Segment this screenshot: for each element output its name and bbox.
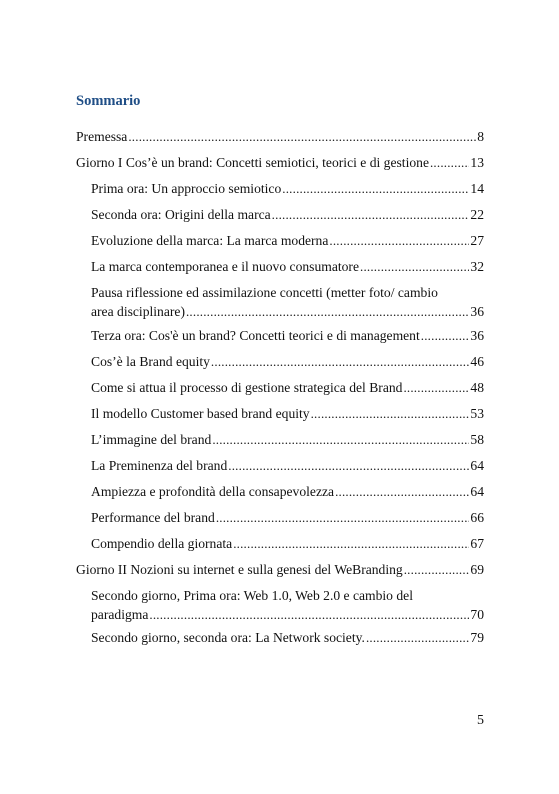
- dot-leader: [128, 127, 476, 146]
- dot-leader: [149, 605, 469, 624]
- dot-leader: [216, 508, 470, 527]
- dot-leader: [335, 482, 469, 501]
- toc-entry-title-line: Pausa riflessione ed assimilazione concetti (metter foto/ cambio: [91, 285, 438, 300]
- toc-entry-page: 36: [470, 304, 484, 319]
- toc-entry-title: paradigma: [91, 607, 149, 622]
- toc-entry-title: Evoluzione della marca: La marca moderna: [91, 233, 329, 248]
- toc-entry-page: 58: [470, 432, 484, 447]
- toc-entry-title: Giorno II Nozioni su internet e sulla genesi del WeBranding: [76, 562, 403, 577]
- toc-entry-page: 70: [470, 607, 484, 622]
- dot-leader: [211, 352, 469, 371]
- toc-entry[interactable]: [91, 326, 484, 345]
- toc-entry-title: La marca contemporanea e il nuovo consumatore: [91, 259, 359, 274]
- dot-leader: [282, 179, 469, 198]
- dot-leader: [186, 302, 469, 321]
- dot-leader: [404, 560, 470, 579]
- dot-leader: [360, 257, 469, 276]
- toc-entry-page: 64: [470, 458, 484, 473]
- toc-entry[interactable]: [76, 127, 484, 146]
- toc-entry[interactable]: [91, 283, 484, 321]
- toc-entry-title: area disciplinare): [91, 304, 185, 319]
- toc-entry[interactable]: [91, 257, 484, 276]
- toc-entry-page: 36: [470, 328, 484, 343]
- toc-entry[interactable]: [91, 378, 484, 397]
- toc-entry-title: La Preminenza del brand: [91, 458, 228, 473]
- toc-entry-title: Secondo giorno, seconda ora: La Network society.: [91, 630, 365, 645]
- toc-entry-title: Cos’è la Brand equity: [91, 354, 210, 369]
- toc-entry-page: 8: [477, 129, 484, 144]
- toc-entry[interactable]: [91, 404, 484, 423]
- toc-entry-page: 14: [470, 181, 484, 196]
- toc-entry-page: 22: [470, 207, 484, 222]
- page-number: 5: [477, 713, 484, 728]
- dot-leader: [233, 534, 469, 553]
- toc-entry[interactable]: [91, 352, 484, 371]
- dot-leader: [430, 153, 469, 172]
- dot-leader: [329, 231, 469, 250]
- toc-entry-page: 53: [470, 406, 484, 421]
- toc-entry[interactable]: [91, 508, 484, 527]
- toc-entry[interactable]: [91, 586, 484, 624]
- toc-entry-page: 46: [470, 354, 484, 369]
- toc-title: Sommario: [76, 93, 141, 109]
- toc-entry[interactable]: [91, 456, 484, 475]
- dot-leader: [403, 378, 469, 397]
- toc-entry-title: Come si attua il processo di gestione strategica del Brand: [91, 380, 403, 395]
- toc-entry-page: 67: [470, 536, 484, 551]
- toc-entry-page: 79: [470, 630, 484, 645]
- toc-entry[interactable]: [76, 560, 484, 579]
- toc-entry[interactable]: [91, 205, 484, 224]
- toc-entry-page: 66: [470, 510, 484, 525]
- toc-entry-page: 69: [470, 562, 484, 577]
- toc-entry-page: 27: [470, 233, 484, 248]
- dot-leader: [228, 456, 469, 475]
- toc-entry-title: Terza ora: Cos'è un brand? Concetti teorici e di management: [91, 328, 420, 343]
- dot-leader: [366, 628, 469, 647]
- toc-entry[interactable]: [91, 231, 484, 250]
- toc-entry-title: Performance del brand: [91, 510, 215, 525]
- toc-entry-title: Il modello Customer based brand equity: [91, 406, 310, 421]
- toc-entry-title: Ampiezza e profondità della consapevolezza: [91, 484, 335, 499]
- dot-leader: [212, 430, 469, 449]
- dot-leader: [272, 205, 470, 224]
- toc-entry-title: L’immagine del brand: [91, 432, 212, 447]
- toc-entry[interactable]: [91, 534, 484, 553]
- toc-entry-title: Premessa: [76, 129, 128, 144]
- toc-entry-title: Compendio della giornata: [91, 536, 233, 551]
- toc-entry-page: 32: [470, 259, 484, 274]
- toc-entry[interactable]: [91, 482, 484, 501]
- toc-entry-page: 48: [470, 380, 484, 395]
- toc-entry[interactable]: [91, 628, 484, 647]
- dot-leader: [421, 326, 470, 345]
- toc-entry[interactable]: [91, 179, 484, 198]
- toc-entry-title-line: Secondo giorno, Prima ora: Web 1.0, Web 2.0 e cambio del: [91, 588, 413, 603]
- toc-entry[interactable]: [76, 153, 484, 172]
- toc-entry-page: 13: [470, 155, 484, 170]
- toc-entry-title: Seconda ora: Origini della marca: [91, 207, 271, 222]
- toc-entry[interactable]: [91, 430, 484, 449]
- toc-entry-page: 64: [470, 484, 484, 499]
- toc-entry-title: Prima ora: Un approccio semiotico: [91, 181, 282, 196]
- toc-entry-title: Giorno I Cos’è un brand: Concetti semiotici, teorici e di gestione: [76, 155, 429, 170]
- dot-leader: [311, 404, 470, 423]
